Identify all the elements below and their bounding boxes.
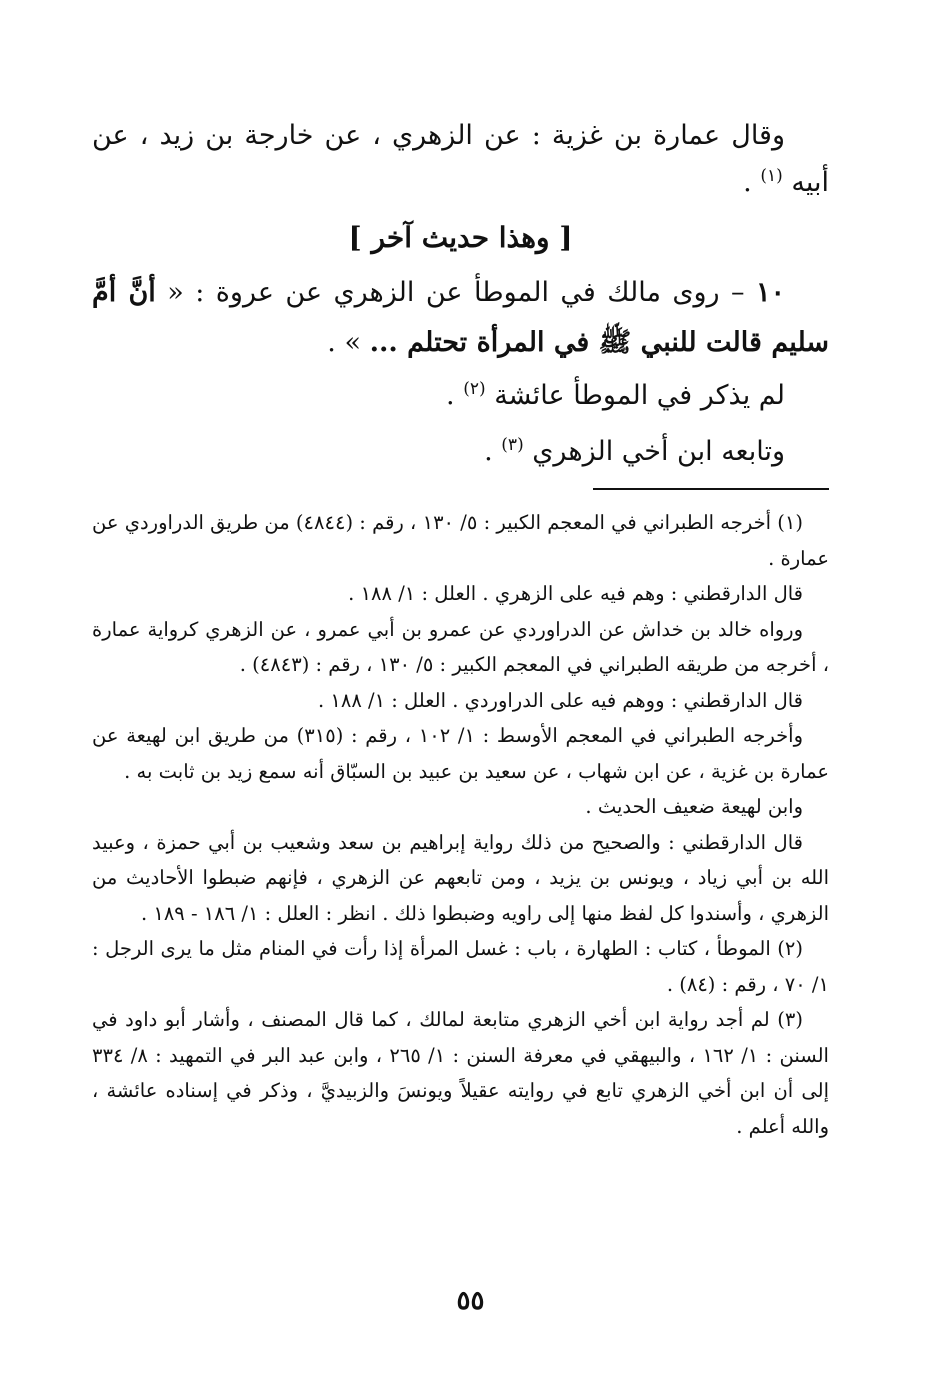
footnote-1-awsat: وأخرجه الطبراني في المعجم الأوسط : ١/ ١٠٢ ، رقم : (٣١٥) من طريق ابن لهيعة عن عمارة بن غزية ، عن ابن شهاب ، عن سعيد بن عبيد بن السبّاق أنه سمع زيد بن ثابت به . — [92, 724, 829, 783]
main-text — [92, 112, 829, 480]
section-heading: [ وهذا حديث آخر ] — [348, 221, 573, 254]
footnotes — [92, 505, 829, 1144]
paragraph-1-end: . — [743, 167, 761, 198]
hadith-dash: – — [719, 277, 756, 308]
footnote-ref-1: (١) — [760, 166, 783, 186]
footnote-ref-3: (٣) — [501, 435, 524, 455]
footnote-divider — [593, 488, 829, 490]
footnote-1-ibn-lahia: وابن لهيعة ضعيف الحديث . — [585, 795, 803, 818]
footnote-1: (١) أخرجه الطبراني في المعجم الكبير : ٥/ ١٣٠ ، رقم : (٤٨٤٤) من طريق الدراوردي عن عمارة . — [92, 511, 829, 570]
line-3 — [92, 424, 829, 480]
footnote-3: (٣) لم أجد رواية ابن أخي الزهري متابعة لمالك ، كما قال المصنف ، وأشار أبو داود في السنن : ١/ ١٦٢ ، والبيهقي في معرفة السنن : ١/ ٢٦٥ ، وابن عبد البر في التمهيد : ٨/ ٣٣٤ إلى أن ابن أخي الزهري تابع في روايته عقيلاً ويونسَ والزبيديَّ ، وذكر في إسناده عائشة ، والله أعلم . — [92, 1008, 829, 1138]
footnote-1-darqutni-2: قال الدارقطني : ووهم فيه على الدراوردي . العلل : ١/ ١٨٨ . — [317, 688, 803, 712]
hadith-end: » . — [327, 327, 370, 358]
footnote-1-khalid: ورواه خالد بن خداش عن الدراوردي عن عمرو بن أبي عمرو ، عن الزهري كرواية عمارة ، أخرجه من طريقه الطبراني في المعجم الكبير : ٥/ ١٣٠ ، رقم : (٤٨٤٣) . — [92, 617, 829, 676]
hadith-paragraph — [92, 268, 829, 368]
footnote-1-conclusion: قال الدارقطني : والصحيح من ذلك رواية إبراهيم بن سعد وشعيب بن أبي حمزة ، وعبيد الله بن أبي زياد ، ويونس بن يزيد ، ومن تابعهم عن الزهري ، فإنهم ضبطوا الأحاديث من الزهري ، وأسندوا كل لفظ منها إلى راويه وضبطوا ذلك . انظر : العلل : ١/ ١٨٦ - ١٨٩ . — [92, 830, 829, 925]
line-3-text: وتابعه ابن أخي الزهري — [532, 436, 785, 467]
paragraph-1 — [92, 112, 829, 206]
hadith-number: ١٠ — [755, 277, 785, 308]
hadith-quote: أنَّ أمَّ سليم قالت للنبي ﷺ في المرأة تحتلم ... — [92, 277, 829, 358]
hadith-intro: روى مالك في الموطأ عن الزهري عن عروة : « — [155, 277, 720, 308]
paragraph-1-text: وقال عمارة بن غزية : عن الزهري ، عن خارجة بن زيد ، عن أبيه — [92, 120, 829, 198]
footnote-1-darqutni: قال الدارقطني : وهم فيه على الزهري . العلل : ١/ ١٨٨ . — [348, 582, 803, 605]
footnote-ref-2: (٢) — [463, 379, 486, 399]
footnote-2: (٢) الموطأ ، كتاب : الطهارة ، باب : غسل المرأة إذا رأت في المنام مثل ما يرى الرجل : ١/ ٧٠ ، رقم : (٨٤) . — [92, 937, 829, 996]
line-2-text: لم يذكر في الموطأ عائشة — [494, 380, 785, 411]
page-number: ٥٥ — [456, 1286, 485, 1316]
line-2-end: . — [446, 380, 464, 411]
line-2 — [92, 368, 829, 424]
line-3-end: . — [484, 436, 502, 467]
